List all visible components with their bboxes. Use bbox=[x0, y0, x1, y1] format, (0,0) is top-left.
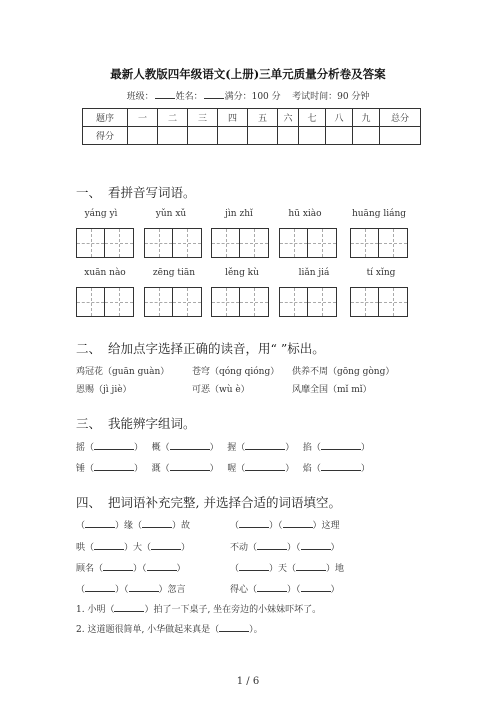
answer-blank[interactable] bbox=[239, 519, 269, 528]
document-title: 最新人教版四年级语文(上册)三单元质量分析卷及答案 bbox=[110, 67, 386, 81]
bracket: ） bbox=[360, 443, 370, 453]
writing-grid[interactable] bbox=[350, 287, 408, 317]
text-part: ）（ bbox=[287, 543, 301, 553]
answer-blank[interactable] bbox=[129, 583, 159, 592]
score-cell: 七 bbox=[299, 109, 326, 127]
name-blank bbox=[204, 90, 224, 99]
reading-choice[interactable]: 可恶（wù è） bbox=[192, 385, 250, 395]
pinyin-label: xuān nào bbox=[84, 268, 126, 278]
char-label: 锤（ bbox=[76, 464, 95, 474]
answer-blank[interactable] bbox=[85, 583, 115, 592]
text-part: ）拍了一下桌子, 坐在旁边的小妹妹吓坏了。 bbox=[144, 605, 322, 615]
score-cell: 一 bbox=[128, 109, 158, 127]
text-part: ） bbox=[330, 585, 340, 595]
idiom-item bbox=[76, 540, 190, 553]
score-blank[interactable] bbox=[326, 127, 353, 145]
text-part: （ bbox=[230, 521, 240, 531]
pinyin-label: lěng kù bbox=[225, 268, 259, 278]
pinyin-label: tí xǐng bbox=[366, 268, 396, 278]
idiom-item bbox=[76, 518, 190, 531]
answer-blank[interactable] bbox=[170, 441, 210, 450]
text-part: （ bbox=[76, 585, 86, 595]
word-group-row bbox=[76, 461, 370, 474]
reading-choice[interactable]: 恩赐（jì jiè） bbox=[76, 385, 132, 395]
text-part: ）缘（ bbox=[115, 521, 143, 531]
text-part: ） bbox=[181, 543, 191, 553]
text-part: ）忽言 bbox=[158, 585, 186, 595]
grid-cell[interactable] bbox=[105, 229, 133, 257]
bracket: ） bbox=[360, 464, 370, 474]
exam-info bbox=[0, 89, 496, 102]
char-label: 焰（ bbox=[302, 464, 321, 474]
pinyin-label: jìn zhǐ bbox=[225, 209, 253, 219]
text-part: ） bbox=[330, 543, 340, 553]
grid-cell[interactable] bbox=[145, 229, 173, 257]
writing-grid[interactable] bbox=[144, 228, 202, 258]
section-title: 把词语补充完整, 并选择合适的词语填空。 bbox=[108, 495, 341, 510]
answer-blank[interactable] bbox=[142, 519, 172, 528]
answer-blank[interactable] bbox=[114, 603, 144, 612]
text-part: 不动（ bbox=[230, 543, 258, 553]
grid-cell[interactable] bbox=[308, 288, 336, 316]
grid-cell[interactable] bbox=[351, 229, 379, 257]
char-label: 摇（ bbox=[76, 443, 95, 453]
time-info: 考试时间：90 分钟 bbox=[292, 92, 370, 102]
bracket: ） bbox=[209, 464, 219, 474]
text-part: ）地 bbox=[326, 564, 345, 574]
bracket: ） bbox=[134, 464, 144, 474]
grid-cell[interactable] bbox=[173, 288, 201, 316]
section-4-heading bbox=[76, 493, 341, 511]
fill-question-1 bbox=[76, 602, 321, 615]
answer-blank[interactable] bbox=[301, 541, 331, 550]
char-label: 掐（ bbox=[302, 443, 321, 453]
idiom-item bbox=[230, 540, 340, 553]
text-part: ）故 bbox=[172, 521, 191, 531]
grid-cell[interactable] bbox=[280, 229, 308, 257]
answer-blank[interactable] bbox=[239, 562, 269, 571]
text-part: （ bbox=[76, 521, 86, 531]
answer-blank[interactable] bbox=[321, 462, 361, 471]
score-blank[interactable] bbox=[299, 127, 326, 145]
section-title: 给加点字选择正确的读音，用“ ”标出。 bbox=[108, 341, 325, 356]
grid-cell[interactable] bbox=[77, 288, 105, 316]
text-part: ）天（ bbox=[269, 564, 297, 574]
answer-blank[interactable] bbox=[301, 583, 331, 592]
answer-blank[interactable] bbox=[283, 519, 313, 528]
answer-blank[interactable] bbox=[321, 441, 361, 450]
score-cell: 四 bbox=[218, 109, 248, 127]
writing-grid[interactable] bbox=[76, 287, 134, 317]
section-number: 四、 bbox=[76, 495, 102, 510]
text-part: ）。 bbox=[249, 625, 263, 635]
pinyin-label: yǔn xǔ bbox=[155, 209, 187, 219]
word-group-row bbox=[76, 440, 370, 453]
text-part: ）（ bbox=[287, 585, 301, 595]
grid-cell[interactable] bbox=[77, 229, 105, 257]
pinyin-label: hū xiào bbox=[288, 209, 322, 219]
section-3-heading bbox=[76, 414, 196, 432]
text-part: 顾名（ bbox=[76, 564, 104, 574]
text-part: 哄（ bbox=[76, 543, 95, 553]
text-part: ）（ bbox=[269, 521, 283, 531]
idiom-item bbox=[230, 518, 340, 531]
answer-blank[interactable] bbox=[219, 623, 249, 632]
page-number: 1 / 6 bbox=[236, 676, 260, 687]
answer-blank[interactable] bbox=[245, 462, 285, 471]
grid-cell[interactable] bbox=[212, 229, 240, 257]
writing-grid[interactable] bbox=[211, 228, 269, 258]
section-title: 我能辨字组词。 bbox=[108, 416, 196, 431]
pinyin-label: yáng yì bbox=[84, 209, 118, 219]
pinyin-label: liǎn jiá bbox=[298, 268, 330, 278]
answer-blank[interactable] bbox=[103, 562, 133, 571]
answer-blank[interactable] bbox=[94, 441, 134, 450]
text-part: ）（ bbox=[133, 564, 147, 574]
score-table bbox=[82, 108, 421, 145]
writing-grid[interactable] bbox=[144, 287, 202, 317]
grid-cell[interactable] bbox=[280, 288, 308, 316]
grid-cell[interactable] bbox=[145, 288, 173, 316]
answer-blank[interactable] bbox=[257, 583, 287, 592]
grid-cell[interactable] bbox=[173, 229, 201, 257]
score-row-label: 得分 bbox=[83, 127, 128, 145]
score-cell: 六 bbox=[278, 109, 299, 127]
answer-blank[interactable] bbox=[147, 562, 177, 571]
grid-cell[interactable] bbox=[240, 229, 268, 257]
section-title: 看拼音写词语。 bbox=[108, 185, 196, 200]
answer-blank[interactable] bbox=[257, 541, 287, 550]
class-blank bbox=[155, 90, 175, 99]
fill-question-2 bbox=[76, 622, 263, 635]
score-cell: 三 bbox=[188, 109, 218, 127]
bracket: ） bbox=[209, 443, 219, 453]
char-label: 握（ bbox=[227, 443, 246, 453]
score-blank[interactable] bbox=[218, 127, 248, 145]
text-part: 2. 这道题很简单, 小华做起来真是（ bbox=[76, 625, 220, 635]
reading-choice[interactable]: 苍穹（qóng qióng） bbox=[192, 367, 280, 377]
grid-cell[interactable] bbox=[105, 288, 133, 316]
writing-grid[interactable] bbox=[279, 287, 337, 317]
bracket: ） bbox=[285, 443, 295, 453]
section-1-heading bbox=[76, 183, 196, 201]
section-2-heading bbox=[76, 339, 325, 357]
text-part: ）大（ bbox=[124, 543, 152, 553]
score-cell: 五 bbox=[248, 109, 278, 127]
score-blank[interactable] bbox=[128, 127, 158, 145]
text-part: 得心（ bbox=[230, 585, 258, 595]
class-label: 班级： bbox=[126, 92, 154, 102]
section-number: 二、 bbox=[76, 341, 102, 356]
score-info: 满分：100 分 bbox=[224, 92, 281, 102]
grid-cell[interactable] bbox=[240, 288, 268, 316]
pinyin-label: huāng liáng bbox=[351, 209, 407, 219]
answer-blank[interactable] bbox=[94, 541, 124, 550]
char-label: 概（ bbox=[151, 443, 170, 453]
score-table-header-row bbox=[83, 109, 421, 127]
score-cell: 题序 bbox=[83, 109, 128, 127]
answer-blank[interactable] bbox=[151, 541, 181, 550]
text-part: 1. 小明（ bbox=[76, 605, 115, 615]
answer-blank[interactable] bbox=[245, 441, 285, 450]
char-label: 溉（ bbox=[151, 464, 170, 474]
idiom-item bbox=[230, 561, 344, 574]
score-cell: 二 bbox=[158, 109, 188, 127]
section-number: 一、 bbox=[76, 185, 102, 200]
score-blank[interactable] bbox=[248, 127, 278, 145]
pinyin-label: zēng tiān bbox=[152, 268, 196, 278]
answer-blank[interactable] bbox=[94, 462, 134, 471]
writing-grid[interactable] bbox=[211, 287, 269, 317]
score-blank[interactable] bbox=[188, 127, 218, 145]
score-cell: 八 bbox=[326, 109, 353, 127]
reading-choice[interactable]: 供养不周（gōng gòng） bbox=[292, 367, 395, 377]
idiom-item bbox=[76, 582, 186, 595]
idiom-item bbox=[76, 561, 186, 574]
reading-choice[interactable]: 风靡全国（mǐ mǐ） bbox=[292, 385, 372, 395]
answer-blank[interactable] bbox=[170, 462, 210, 471]
idiom-item bbox=[230, 582, 340, 595]
grid-cell[interactable] bbox=[379, 229, 407, 257]
text-part: ） bbox=[176, 564, 186, 574]
bracket: ） bbox=[285, 464, 295, 474]
writing-grid[interactable] bbox=[350, 228, 408, 258]
bracket: ） bbox=[134, 443, 144, 453]
grid-cell[interactable] bbox=[351, 288, 379, 316]
char-label: 喔（ bbox=[227, 464, 246, 474]
answer-blank[interactable] bbox=[85, 519, 115, 528]
text-part: ）（ bbox=[115, 585, 129, 595]
grid-cell[interactable] bbox=[212, 288, 240, 316]
text-part: （ bbox=[230, 564, 240, 574]
score-table-score-row bbox=[83, 127, 421, 145]
score-cell: 九 bbox=[353, 109, 380, 127]
writing-grid[interactable] bbox=[279, 228, 337, 258]
score-blank[interactable] bbox=[380, 127, 421, 145]
reading-choice[interactable]: 鸡冠花（guān guàn） bbox=[76, 367, 170, 377]
score-cell: 总分 bbox=[380, 109, 421, 127]
writing-grid[interactable] bbox=[76, 228, 134, 258]
grid-cell[interactable] bbox=[308, 229, 336, 257]
text-part: ）这理 bbox=[312, 521, 340, 531]
score-blank[interactable] bbox=[278, 127, 299, 145]
section-number: 三、 bbox=[76, 416, 102, 431]
score-blank[interactable] bbox=[158, 127, 188, 145]
score-blank[interactable] bbox=[353, 127, 380, 145]
grid-cell[interactable] bbox=[379, 288, 407, 316]
name-label: 姓名： bbox=[175, 92, 203, 102]
answer-blank[interactable] bbox=[296, 562, 326, 571]
